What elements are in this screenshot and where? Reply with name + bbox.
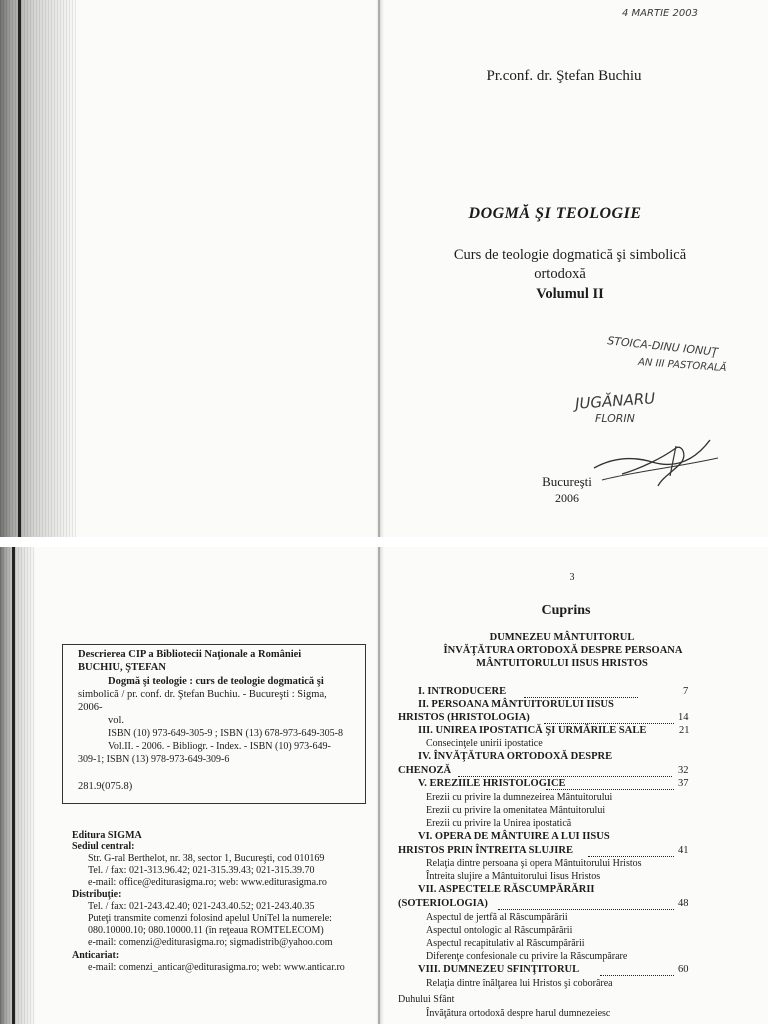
contents-title: Cuprins	[541, 603, 591, 618]
toc-entry-erezii-dumnezeire: Erezii cu privire la dumnezeirea Mântuitorului	[426, 792, 613, 803]
distribution-orders: Puteţi transmite comenzi folosind apelul UniTel la numerele:	[88, 913, 332, 924]
toc-page-32: 32	[678, 765, 689, 776]
book-subtitle-line1: Curs de teologie dogmatică şi simbolică	[453, 247, 687, 263]
toc-entry-diferente: Diferenţe confesionale cu privire la Răscumpărare	[426, 951, 628, 962]
publication-city: Bucureşti	[542, 474, 592, 489]
cip-line3: 2006-	[78, 702, 103, 713]
handwritten-note-firstname: FLORIN	[595, 412, 635, 425]
handwritten-date: 4 MARTIE 2003	[622, 8, 698, 19]
toc-leader	[546, 789, 674, 790]
handwritten-note-year: AN III PASTORALĂ	[637, 356, 727, 375]
toc-entry-intreita: Întreita slujire a Mântuitorului Iisus Hristos	[426, 871, 601, 882]
toc-entry-inaltarea: Relaţia dintre înălţarea lui Hristos şi coborârea	[426, 978, 613, 989]
toc-entry-duhului: Duhului Sfânt	[398, 994, 455, 1005]
toc-entry-erezii-unire: Erezii cu privire la Unirea ipostatică	[426, 818, 572, 829]
distribution-phone: Tel. / fax: 021-243.42.40; 021-243.40.52; 021-243.40.35	[88, 901, 315, 912]
scan-edge-line	[18, 0, 21, 537]
publisher-phone: Tel. / fax: 021-313.96.42; 021-315.39.43; 021-315.39.70	[88, 865, 315, 876]
handwritten-note-name: STOICA-DINU IONUŢ	[606, 334, 719, 359]
cip-classification: 281.9(075.8)	[78, 781, 133, 792]
toc-entry-harul: Învăţătura ortodoxă despre harul dumnezeiesc	[426, 1008, 611, 1019]
scan-edge-shadow	[0, 0, 78, 537]
toc-leader	[524, 697, 638, 698]
contents-part-line3: MÂNTUITORULUI IISUS HRISTOS	[476, 658, 648, 669]
handwritten-signature	[592, 428, 722, 490]
cip-author: BUCHIU, ŞTEFAN	[78, 662, 166, 673]
toc-page-48: 48	[678, 898, 689, 909]
toc-entry-hristologia: HRISTOS (HRISTOLOGIA)	[398, 712, 530, 723]
toc-entry-introducere: I. INTRODUCERE	[418, 686, 507, 697]
cip-isbn-2: 309-1; ISBN (13) 978-973-649-309-6	[78, 754, 230, 765]
toc-page-37: 37	[678, 778, 689, 789]
toc-leader	[498, 909, 674, 910]
book-subtitle-line2: ortodoxă	[534, 266, 586, 282]
toc-entry-chenoza: CHENOZĂ	[398, 765, 452, 776]
handwritten-note-surname: JUGĂNARU	[574, 389, 656, 413]
toc-entry-soteriologia: (SOTERIOLOGIA)	[398, 898, 488, 909]
toc-entry-persoana: II. PERSOANA MÂNTUITORULUI IISUS	[418, 699, 614, 710]
toc-page-7: 7	[683, 686, 689, 697]
page-number: 3	[569, 572, 575, 583]
toc-entry-recapitulativ: Aspectul recapitulativ al Răscumpărării	[426, 938, 585, 949]
cip-volume-info: Vol.II. - 2006. - Bibliogr. - Index. - ISBN (10) 973-649-	[108, 741, 331, 752]
toc-page-14: 14	[678, 712, 689, 723]
toc-page-21: 21	[679, 725, 690, 736]
toc-page-60: 60	[678, 964, 689, 975]
publisher-address: Str. G-ral Berthelot, nr. 38, sector 1, Bucureşti, cod 010169	[88, 853, 325, 864]
distribution-email: e-mail: comenzi@editurasigma.ro; sigmadistrib@yahoo.com	[88, 937, 333, 948]
cip-heading: Descrierea CIP a Bibliotecii Naţionale a României	[78, 649, 302, 660]
anticariat-label: Anticariat:	[72, 950, 120, 961]
scan-edge-line	[12, 547, 15, 1024]
publisher-name: Editura SIGMA	[72, 830, 142, 841]
anticariat-email: e-mail: comenzi_anticar@editurasigma.ro; web: www.anticar.ro	[88, 962, 345, 973]
cip-isbn: ISBN (10) 973-649-305-9 ; ISBN (13) 678-973-649-305-8	[108, 728, 343, 739]
toc-entry-ereziile: V. EREZIILE HRISTOLOGICE	[418, 778, 566, 789]
toc-entry-chenoza-title: IV. ÎNVĂŢĂTURA ORTODOXĂ DESPRE	[418, 751, 613, 762]
toc-entry-erezii-omenitate: Erezii cu privire la omenitatea Mântuitorului	[426, 805, 606, 816]
toc-entry-opera-title: VI. OPERA DE MÂNTUIRE A LUI IISUS	[418, 831, 610, 842]
toc-entry-opera: HRISTOS PRIN ÎNTREITA SLUJIRE	[398, 845, 573, 856]
contents-part-line1: DUMNEZEU MÂNTUITORUL	[489, 632, 635, 643]
scan-edge-shadow	[0, 547, 36, 1024]
cip-line4: vol.	[108, 715, 125, 726]
toc-leader	[588, 856, 674, 857]
toc-leader	[544, 723, 674, 724]
book-fold	[378, 547, 380, 1024]
toc-entry-sfintitorul: VIII. DUMNEZEU SFINŢITORUL	[418, 964, 580, 975]
book-author: Pr.conf. dr. Ştefan Buchiu	[486, 68, 642, 84]
book-title: DOGMĂ ŞI TEOLOGIE	[468, 205, 642, 222]
cip-line1	[108, 675, 324, 688]
toc-entry-consecinte: Consecinţele unirii ipostatice	[426, 738, 543, 749]
publication-year: 2006	[555, 491, 579, 505]
distribution-numbers: 080.10000.10; 080.10000.11 (în reţeaua ROMTELECOM)	[88, 925, 324, 936]
toc-entry-aspecte-title: VII. ASPECTELE RĂSCUMPĂRĂRII	[418, 884, 595, 895]
contents-part-line2: ÎNVĂŢĂTURA ORTODOXĂ DESPRE PERSOANA	[443, 645, 683, 656]
page-separator	[0, 537, 768, 547]
publisher-email: e-mail: office@editurasigma.ro; web: www.editurasigma.ro	[88, 877, 327, 888]
toc-entry-unirea: III. UNIREA IPOSTATICĂ ŞI URMĂRILE SALE	[418, 725, 647, 736]
toc-entry-jertfa: Aspectul de jertfă al Răscumpărării	[426, 912, 568, 923]
toc-entry-ontologic: Aspectul ontologic al Răscumpărării	[426, 925, 573, 936]
cip-line2-text: simbolică / pr. conf. dr. Ştefan Buchiu. - Bucureşti : Sigma,	[78, 689, 327, 700]
book-volume: Volumul II	[536, 286, 604, 302]
toc-page-41: 41	[678, 845, 689, 856]
distribution-label: Distribuţie:	[72, 889, 122, 900]
toc-leader	[458, 776, 672, 777]
toc-entry-relatia: Relaţia dintre persoana şi opera Mântuitorului Hristos	[426, 858, 642, 869]
publisher-hq-label: Sediul central:	[72, 841, 135, 852]
toc-leader	[600, 975, 674, 976]
cip-line1-text: Dogmă şi teologie : curs de teologie dogmatică şi	[108, 676, 324, 687]
cip-line2	[78, 688, 327, 701]
book-fold	[378, 0, 380, 537]
